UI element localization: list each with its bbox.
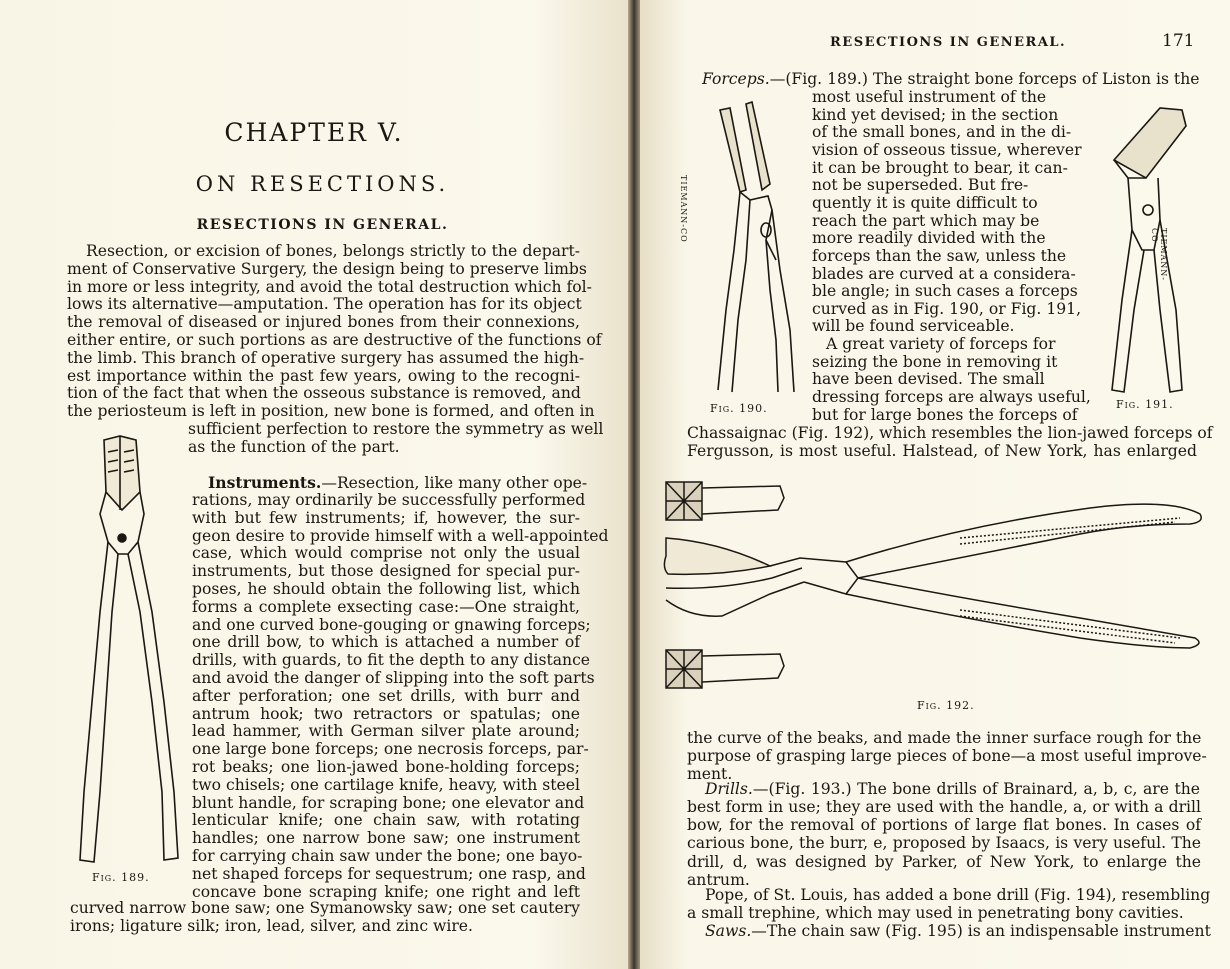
body-line: one large bone forceps; one necrosis forceps, par- xyxy=(192,740,589,759)
column-line: most useful instrument of the xyxy=(812,88,1047,106)
body-line: after perforation; one set drills, with burr and xyxy=(192,686,580,705)
column-line: kind yet devised; in the section xyxy=(812,105,1059,124)
fig-190-maker-mark: TIEMANN-CO xyxy=(679,175,688,243)
saws-label: Saws. xyxy=(705,922,752,940)
line-ment: ment. xyxy=(687,765,733,783)
fig-192-caption: Fig. 192. xyxy=(917,699,975,712)
body-line: drill, d, was designed by Parker, of New York, to enlarge the xyxy=(687,852,1201,871)
body-line: case, which would comprise not only the usual xyxy=(192,544,580,563)
body-line: Pope, of St. Louis, has added a bone drill (Fig. 194), resembling xyxy=(705,886,1211,904)
body-line: Fergusson, is most useful. Halstead, of New York, has enlarged xyxy=(687,441,1197,460)
body-line: a small trephine, which may used in penetrating bony cavities. xyxy=(687,904,1184,922)
running-head: RESECTIONS IN GENERAL. xyxy=(830,35,1067,50)
column-line: seizing the bone in removing it xyxy=(812,352,1058,371)
body-line: in more or less integrity, and avoid the total destruction which fol- xyxy=(67,277,592,296)
column-line: dressing forceps are always useful, xyxy=(812,388,1091,407)
body-line: net shaped forceps for sequestrum; one rasp, and xyxy=(192,864,586,883)
body-line: carious bone, the burr, e, proposed by Isaacs, is very useful. The xyxy=(687,834,1201,853)
book-gutter xyxy=(628,0,640,969)
body-line: blunt handle, for scraping bone; one elevator and xyxy=(192,793,585,812)
forceps-first-line: Forceps.—(Fig. 189.) The straight bone forceps of Liston is the xyxy=(702,70,1200,88)
body-line: the periosteum is left in position, new bone is formed, and often in xyxy=(67,402,595,421)
column-line: ble angle; in such cases a forceps xyxy=(812,282,1078,301)
right-page xyxy=(640,0,1230,969)
body-line: lenticular knife; one chain saw, with rotating xyxy=(192,811,580,830)
column-line: A great variety of forceps for xyxy=(826,335,1056,354)
fig-192-lion-jawed-forceps xyxy=(660,478,1220,698)
instruments-first-line: Instruments.—Resection, like many other ope- xyxy=(208,473,588,492)
column-line: have been devised. The small xyxy=(812,370,1045,389)
body-line: as the function of the part. xyxy=(188,437,400,456)
body-line: tion of the fact that when the osseous substance is removed, and xyxy=(67,384,581,403)
body-line: two chisels; one cartilage knife, heavy, with steel xyxy=(192,775,580,794)
column-line: but for large bones the forceps of xyxy=(812,405,1078,424)
fig-190-caption: Fig. 190. xyxy=(710,402,768,415)
body-line: best form in use; they are used with the handle, a, or with a drill xyxy=(687,798,1201,816)
column-line: vision of osseous tissue, wherever xyxy=(812,140,1082,159)
fig-191-maker-mark: TIEMANN-CO xyxy=(1150,228,1168,282)
body-line: lows its alternative—amputation. The operation has for its object xyxy=(67,295,582,314)
drills-first-line: Drills.—(Fig. 193.) The bone drills of Brainard, a, b, c, are the xyxy=(705,780,1200,798)
fig-189-straight-forceps xyxy=(60,432,200,872)
fig-190-curved-forceps xyxy=(690,100,820,400)
body-line: rot beaks; one lion-jawed bone-holding forceps; xyxy=(192,758,580,776)
column-line: of the small bones, and in the di- xyxy=(812,123,1072,142)
body-line: lead hammer, with German silver plate around; xyxy=(192,722,580,741)
column-line: quently it is quite difficult to xyxy=(812,193,1038,212)
body-line: ment of Conservative Surgery, the design being to preserve limbs xyxy=(67,259,587,278)
body-line: handles; one narrow bone saw; one instrument xyxy=(192,829,580,848)
instruments-heading: Instruments. xyxy=(208,473,322,492)
column-line: curved as in Fig. 190, or Fig. 191, xyxy=(812,299,1082,318)
body-line: bow, for the removal of portions of large flat bones. In cases of xyxy=(687,816,1201,835)
body-line: with but few instruments; if, however, the sur- xyxy=(192,508,580,527)
section-heading: RESECTIONS IN GENERAL. xyxy=(196,217,449,233)
body-line: antrum hook; two retractors or spatulas; one xyxy=(192,704,580,723)
body-line: rations, may ordinarily be successfully performed xyxy=(192,491,586,509)
body-line: sufficient perfection to restore the symmetry as well xyxy=(188,420,604,438)
body-line: Chassaignac (Fig. 192), which resembles the lion-jawed forceps of xyxy=(687,424,1213,442)
column-line: more readily divided with the xyxy=(812,229,1046,248)
drills-label: Drills. xyxy=(705,780,753,798)
column-line: reach the part which may be xyxy=(812,211,1040,230)
column-line: blades are curved at a considera- xyxy=(812,264,1076,283)
body-line: drills, with guards, to fit the depth to any distance xyxy=(192,651,591,670)
body-line: and avoid the danger of slipping into the soft parts xyxy=(192,669,595,687)
body-line: the curve of the beaks, and made the inner surface rough for the xyxy=(687,729,1202,747)
column-line: forceps than the saw, unless the xyxy=(812,246,1067,265)
body-line: and one curved bone-gouging or gnawing forceps; xyxy=(192,615,591,634)
body-line: one drill bow, to which is attached a number of xyxy=(192,633,580,652)
body-line: either entire, or such portions as are destructive of the functions of xyxy=(67,331,602,349)
column-line: will be found serviceable. xyxy=(812,317,1015,336)
body-line: forms a complete exsecting case:—One straight, xyxy=(192,597,580,616)
body-line: concave bone scraping knife; one right and left xyxy=(192,882,580,901)
body-line: instruments, but those designed for special pur- xyxy=(192,562,580,581)
body-line: est importance within the past few years, owing to the recogni- xyxy=(67,366,580,385)
column-line: it can be brought to bear, it can- xyxy=(812,158,1068,177)
body-line: purpose of grasping large pieces of bone—a most useful improve- xyxy=(687,747,1207,765)
body-line: the removal of diseased or injured bones from their connexions, xyxy=(67,313,580,332)
fig-189-caption: Fig. 189. xyxy=(92,871,150,884)
column-line: not be superseded. But fre- xyxy=(812,176,1029,195)
chapter-title: ON RESECTIONS. xyxy=(195,172,450,196)
chapter-number: CHAPTER V. xyxy=(224,118,404,147)
body-line: poses, he should obtain the following list, which xyxy=(192,580,580,598)
body-line: the limb. This branch of operative surgery has assumed the high- xyxy=(67,348,585,367)
line-antrum: antrum. xyxy=(687,871,750,889)
fig-191-caption: Fig. 191. xyxy=(1116,398,1174,411)
body-line: geon desire to provide himself with a well-appointed xyxy=(192,526,609,545)
body-line: Resection, or excision of bones, belongs strictly to the depart- xyxy=(86,242,580,260)
saws-first-line: Saws.—The chain saw (Fig. 195) is an indispensable instrument xyxy=(705,922,1211,940)
body-line: curved narrow bone saw; one Symanowsky saw; one set cautery xyxy=(70,899,580,917)
body-line: irons; ligature silk; iron, lead, silver, and zinc wire. xyxy=(70,916,473,935)
body-line: for carrying chain saw under the bone; one bayo- xyxy=(192,847,583,865)
forceps-label: Forceps. xyxy=(702,70,770,88)
page-number: 171 xyxy=(1162,31,1195,51)
